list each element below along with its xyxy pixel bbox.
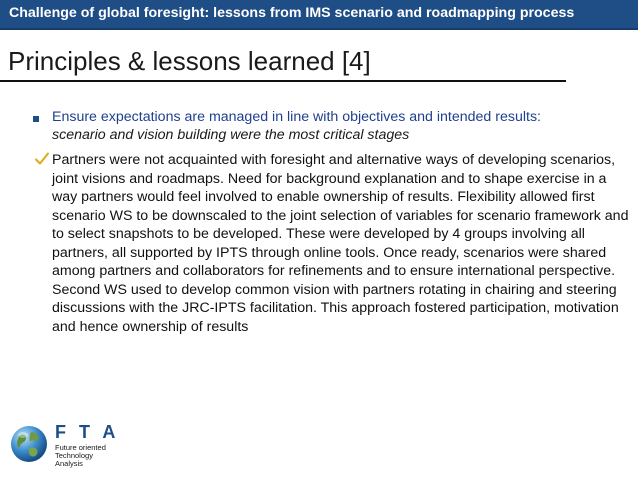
header-title: Challenge of global foresight: lessons from IMS scenario and roadmapping process (9, 5, 575, 21)
bullet-text: Ensure expectations are managed in line with objectives and intended results: (52, 109, 541, 125)
globe-icon (9, 424, 49, 464)
bullet-item-expectations (52, 108, 612, 144)
header-bar (0, 0, 638, 30)
logo-acronym: F T A (55, 422, 120, 442)
checkmark-icon (34, 151, 50, 167)
slide-title: Principles & lessons learned [4] (8, 46, 371, 76)
bullet-item-partners: Partners were not acquainted with foresight and alternative ways of developing scenarios, joint visions and roadmaps. Need for background explanation and to shape exercise in a way partners would feel involved to enable ownership of results. Flexibility allowed first scenario WS to be downscaled to the joint selection of variables for scenario framework and to select snapshots to be developed. These were developed by 4 groups involving all partners, all supported by IPTS through online tools. Once ready, scenarios were shared among partners and collaborators for refinements and to ensure international perspective. Second WS used to develop common vision with partners rotating in chairing and steering discussions with the JRC-IPTS facilitation. This approach fostered participation, motivation and hence ownership of results (52, 152, 629, 335)
logo-line: Future oriented (55, 443, 106, 452)
fta-logo (9, 421, 119, 473)
bullet-subtext: scenario and vision building were the most critical stages (52, 127, 410, 143)
square-bullet-icon (33, 116, 39, 122)
logo-subtitle (55, 444, 115, 469)
logo-line: Technology (55, 451, 93, 461)
logo-line: Analysis (55, 459, 83, 469)
title-underline (0, 80, 566, 82)
